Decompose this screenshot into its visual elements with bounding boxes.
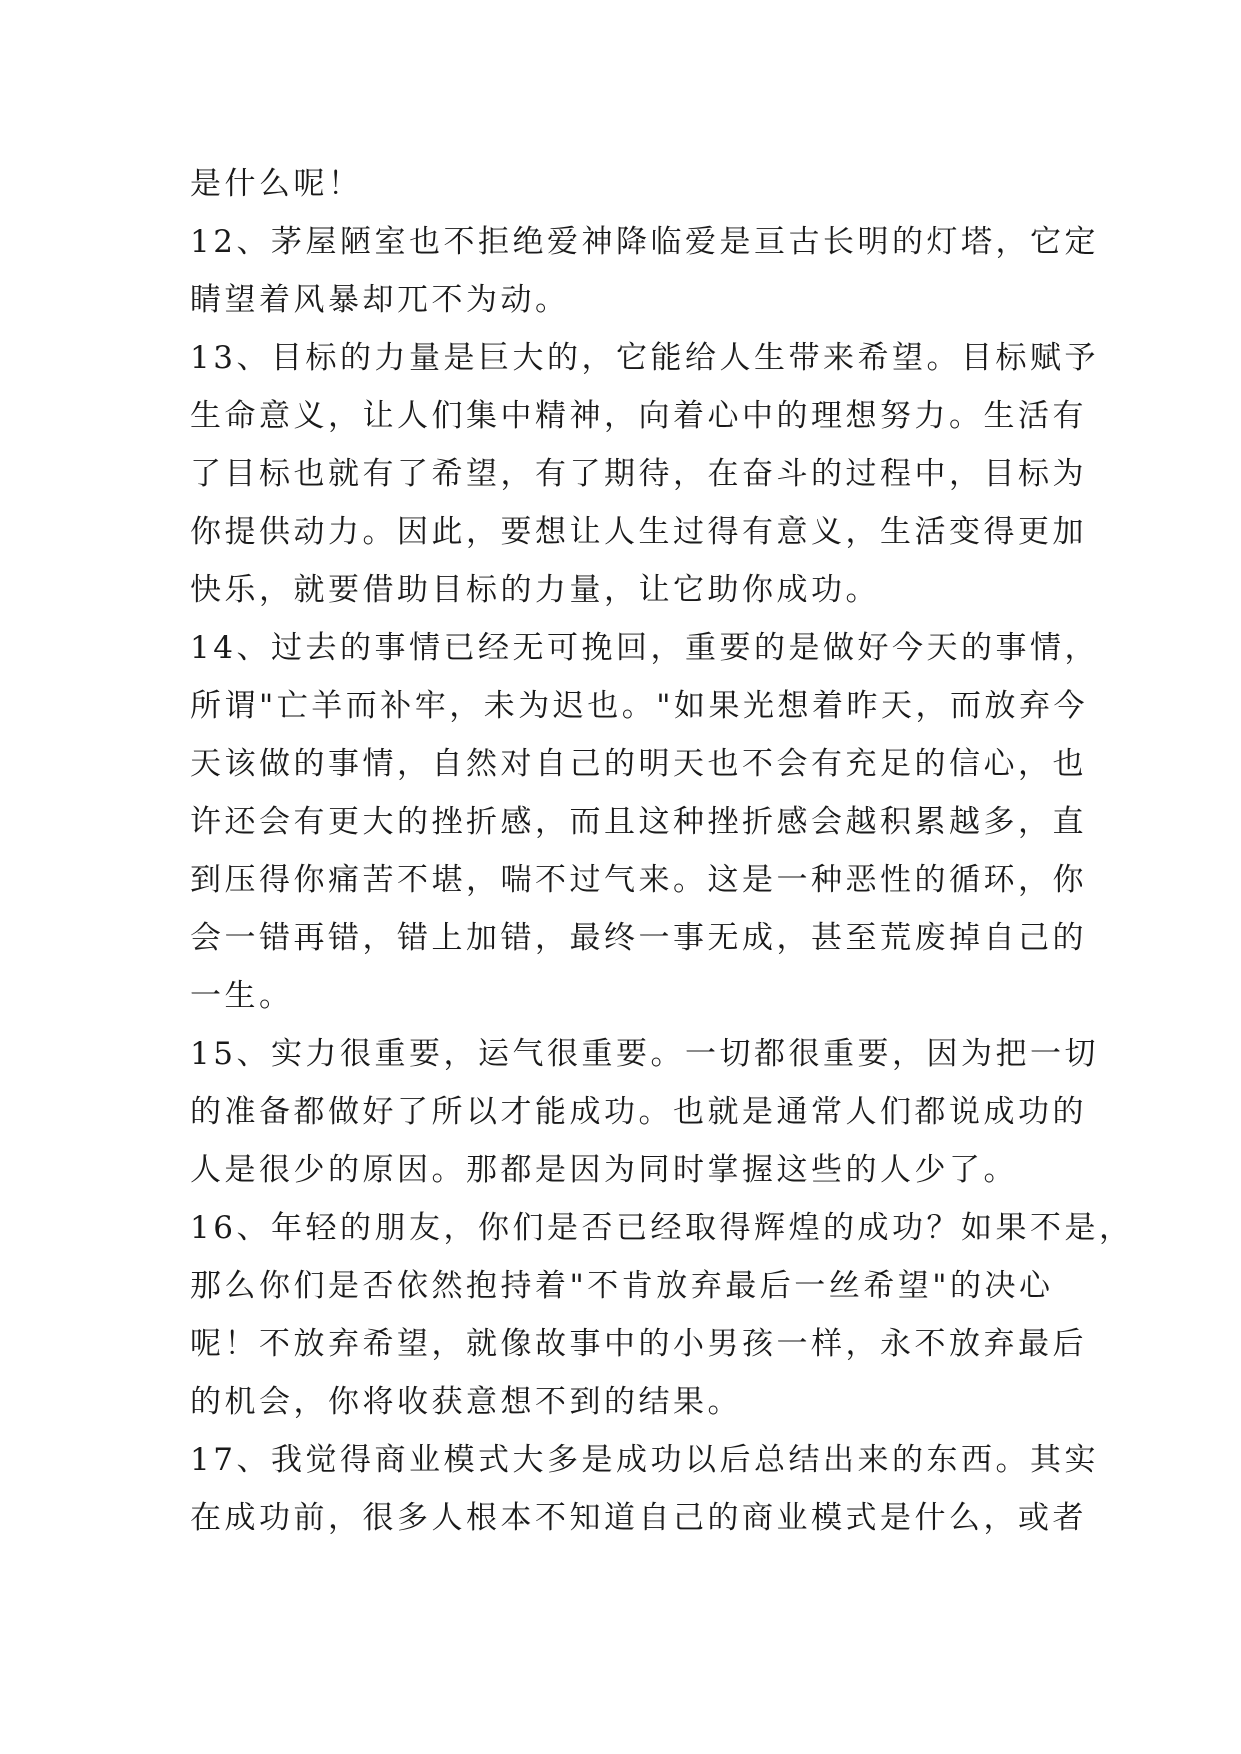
text-line: 呢！不放弃希望，就像故事中的小男孩一样，永不放弃最后 — [190, 1326, 1087, 1362]
text-line: 睛望着风暴却兀不为动。 — [190, 282, 570, 318]
text-line: 14、过去的事情已经无可挽回，重要的是做好今天的事情， — [190, 630, 1099, 666]
text-line: 16、年轻的朋友，你们是否已经取得辉煌的成功？如果不是， — [190, 1210, 1134, 1246]
text-line: 15、实力很重要，运气很重要。一切都很重要，因为把一切 — [190, 1036, 1099, 1072]
document-body — [190, 155, 1134, 1547]
text-line: 会一错再错，错上加错，最终一事无成，甚至荒废掉自己的 — [190, 920, 1087, 956]
text-line: 人是很少的原因。那都是因为同时掌握这些的人少了。 — [190, 1152, 1018, 1188]
text-line: 天该做的事情，自然对自己的明天也不会有充足的信心，也 — [190, 746, 1087, 782]
text-line: 在成功前，很多人根本不知道自己的商业模式是什么，或者 — [190, 1500, 1087, 1536]
text-line: 一生。 — [190, 978, 294, 1014]
text-line: 你提供动力。因此，要想让人生过得有意义，生活变得更加 — [190, 514, 1087, 550]
text-line: 那么你们是否依然抱持着"不肯放弃最后一丝希望"的决心 — [190, 1268, 1054, 1304]
text-line: 的机会，你将收获意想不到的结果。 — [190, 1384, 742, 1420]
text-line: 所谓"亡羊而补牢，未为迟也。"如果光想着昨天，而放弃今 — [190, 688, 1089, 724]
text-line: 12、茅屋陋室也不拒绝爱神降临爱是亘古长明的灯塔，它定 — [190, 224, 1099, 260]
text-line: 13、目标的力量是巨大的，它能给人生带来希望。目标赋予 — [190, 340, 1099, 376]
text-line: 到压得你痛苦不堪，喘不过气来。这是一种恶性的循环，你 — [190, 862, 1087, 898]
text-line: 生命意义，让人们集中精神，向着心中的理想努力。生活有 — [190, 398, 1087, 434]
text-line: 许还会有更大的挫折感，而且这种挫折感会越积累越多，直 — [190, 804, 1087, 840]
text-line: 的准备都做好了所以才能成功。也就是通常人们都说成功的 — [190, 1094, 1087, 1130]
text-line: 了目标也就有了希望，有了期待，在奋斗的过程中，目标为 — [190, 456, 1087, 492]
text-line: 是什么呢！ — [190, 166, 363, 202]
text-line: 快乐，就要借助目标的力量，让它助你成功。 — [190, 572, 880, 608]
text-line: 17、我觉得商业模式大多是成功以后总结出来的东西。其实 — [190, 1442, 1099, 1478]
